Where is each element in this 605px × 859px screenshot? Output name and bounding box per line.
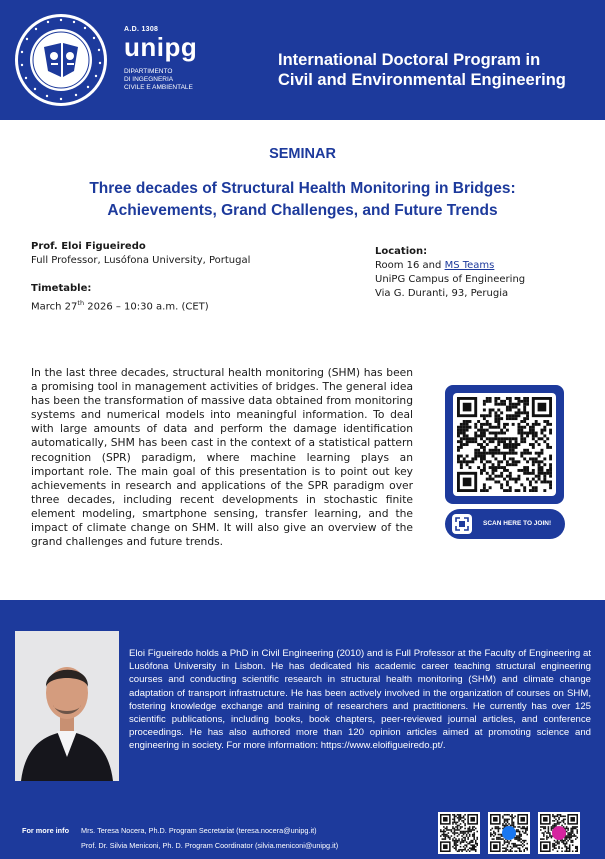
timetable-date: March 27 <box>31 301 78 313</box>
unipg-logo <box>124 26 197 92</box>
scan-to-join-button[interactable] <box>445 509 565 539</box>
location-address: Via G. Duranti, 93, Perugia <box>375 288 509 299</box>
website-qr-code[interactable] <box>438 812 480 854</box>
contact-secretariat: Mrs. Teresa Nocera, Ph.D. Program Secretariat (teresa.nocera@unipg.it) <box>81 826 317 835</box>
contact-info <box>22 823 338 853</box>
talk-title-line: Three decades of Structural Health Monitoring in Bridges: <box>89 180 516 197</box>
logo-year: A.D. 1308 <box>124 26 159 33</box>
timetable-time: 2026 – 10:30 a.m. (CET) <box>84 301 209 313</box>
qr-code-icon <box>457 397 552 492</box>
department-line: CIVILE E AMBIENTALE <box>124 84 193 91</box>
more-info-label: For more info <box>22 826 70 835</box>
location-label: Location: <box>375 246 428 257</box>
location-room-text: Room 16 and <box>375 260 445 271</box>
timetable-date-suffix: th <box>77 299 85 307</box>
department-line: DIPARTIMENTO <box>124 68 173 75</box>
scan-icon <box>452 514 472 534</box>
facebook-qr-code[interactable] <box>488 812 530 854</box>
ms-teams-link[interactable]: MS Teams <box>444 260 495 271</box>
location-campus: UniPG Campus of Engineering <box>375 274 526 285</box>
location-room <box>375 259 595 273</box>
scan-label: SCAN HERE TO JOIN! <box>483 520 552 527</box>
contact-coordinator: Prof. Dr. Silvia Meniconi, Ph. D. Program Coordinator (silvia.meniconi@unipg.it) <box>81 841 339 850</box>
contact-row <box>22 823 338 838</box>
speaker-bio: Eloi Figueiredo holds a PhD in Civil Engineering (2010) and is Full Professor at the Faculty of Engineering at Lusófona University in Lisbon. He has dedicated his academic career teaching structural engineering courses and conducting scientific research in structural health monitoring (SHM) and climate change adaptation of transport infrastructure. He has been actively involved in the organization of courses on SHM, fostering knowledge exchange and training of researchers and practitioners. He currently has over 125 scientific publications, including books, book chapters, peer-reviewed journal articles, and conference proceedings. He has also authored more than 120 opinion articles aimed at promoting science and engineering in society. For more information: https://www.eloifigueiredo.pt/. <box>129 648 591 752</box>
timetable-label: Timetable: <box>31 283 92 294</box>
timetable-info <box>31 282 331 314</box>
logo-wordmark: unipg <box>124 32 198 62</box>
instagram-qr-code[interactable] <box>538 812 580 854</box>
program-title-line: International Doctoral Program in <box>278 51 541 69</box>
location-info <box>375 245 595 301</box>
qr-code-frame <box>453 393 556 496</box>
timetable-value <box>31 296 331 314</box>
seminar-label: SEMINAR <box>269 146 336 162</box>
talk-title <box>40 178 565 222</box>
university-seal-icon <box>14 13 108 107</box>
talk-title-line: Achievements, Grand Challenges, and Future Trends <box>107 202 498 219</box>
program-title <box>278 50 598 90</box>
department-line: DI INGEGNERIA <box>124 76 174 83</box>
qr-code-icon <box>440 814 478 852</box>
speaker-info <box>31 240 331 268</box>
instagram-icon <box>552 826 566 840</box>
facebook-icon <box>502 826 516 840</box>
department-name <box>124 68 197 92</box>
program-title-line: Civil and Environmental Engineering <box>278 71 566 89</box>
abstract-text: In the last three decades, structural health monitoring (SHM) has been a promising tool in management activities of bridges. The general idea has been the transformation of massive data obtained from monitoring systems and numerical models into meaningful information. To deal with large amounts of data and perform the damage identification automatically, SHM has been cast in the context of a statistical pattern recognition (SPR) paradigm, where machine learning plays an important role. The main goal of this presentation is to point out key achievements in research and applications of the SPR paradigm over three decades, including recent developments in stochastic finite element modeling, smartphone sensing, transfer learning, and the impact of climate change on SHM. It will also give an overview of the grand challenges and future trends. <box>31 366 413 549</box>
speaker-affiliation: Full Professor, Lusófona University, Portugal <box>31 255 251 266</box>
teams-qr-card[interactable] <box>445 385 564 504</box>
speaker-photo <box>15 631 119 781</box>
speaker-name: Prof. Eloi Figueiredo <box>31 241 146 252</box>
header-banner <box>0 0 605 120</box>
